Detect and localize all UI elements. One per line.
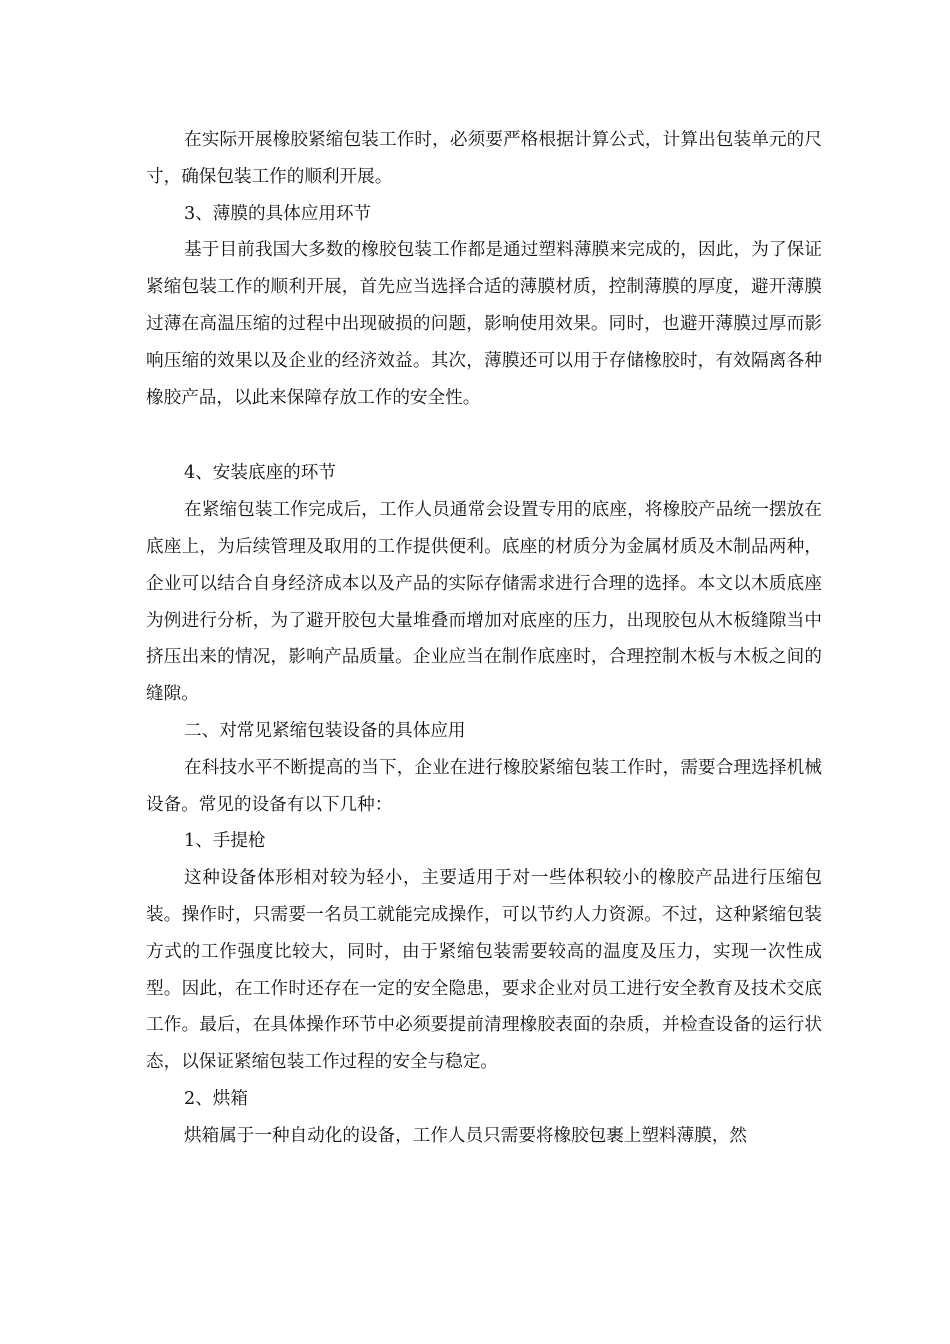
heading-base-installation: 4、安装底座的环节 — [184, 463, 336, 484]
paragraph-spacer — [146, 416, 822, 455]
paragraph-equipment-intro: 在科技水平不断提高的当下，企业在进行橡胶紧缩包装工作时，需要合理选择机械设备。常见的设备有以下几种： — [146, 757, 822, 815]
paragraph-hand-gun: 这种设备体形相对较为轻小，主要适用于对一些体积较小的橡胶产品进行压缩包装。操作时，只需要一名员工就能完成操作，可以节约人力资源。不过，这种紧缩包装方式的工作强度比较大，同时，由于紧缩包装需要较高的温度及压力，实现一次性成型。因此，在工作时还存在一定的安全隐患，要求企业对员工进行安全教育及技术交底工作。最后，在具体操作环节中必须要提前清理橡胶表面的杂质，并检查设备的运行状态，以保证紧缩包装工作过程的安全与稳定。 — [146, 868, 822, 1073]
heading-common-equipment: 二、对常见紧缩包装设备的具体应用 — [184, 720, 466, 741]
document-body — [146, 122, 822, 1155]
paragraph-oven: 烘箱属于一种自动化的设备，工作人员只需要将橡胶包裹上塑料薄膜，然 — [184, 1125, 748, 1146]
heading-hand-gun: 1、手提枪 — [184, 831, 266, 852]
paragraph-packaging-unit-size: 在实际开展橡胶紧缩包装工作时，必须要严格根据计算公式，计算出包装单元的尺寸，确保包装工作的顺利开展。 — [146, 130, 822, 187]
paragraph-film-application: 基于目前我国大多数的橡胶包装工作都是通过塑料薄膜来完成的，因此，为了保证紧缩包装工作的顺利开展，首先应当选择合适的薄膜材质，控制薄膜的厚度，避开薄膜过薄在高温压缩的过程中出现破损的问题，影响使用效果。同时，也避开薄膜过厚而影响压缩的效果以及企业的经济效益。其次，薄膜还可以用于存储橡胶时，有效隔离各种橡胶产品，以此来保障存放工作的安全性。 — [146, 240, 822, 408]
paragraph-base-installation: 在紧缩包装工作完成后，工作人员通常会设置专用的底座，将橡胶产品统一摆放在底座上，为后续管理及取用的工作提供便利。底座的材质分为金属材质及木制品两种，企业可以结合自身经济成本以及产品的实际存储需求进行合理的选择。本文以木质底座为例进行分析，为了避开胶包大量堆叠而增加对底座的压力，出现胶包从木板缝隙当中挤压出来的情况，影响产品质量。企业应当在制作底座时，合理控制木板与木板之间的缝隙。 — [146, 500, 822, 705]
heading-oven: 2、烘箱 — [184, 1088, 248, 1109]
heading-film-application: 3、薄膜的具体应用环节 — [184, 203, 372, 224]
